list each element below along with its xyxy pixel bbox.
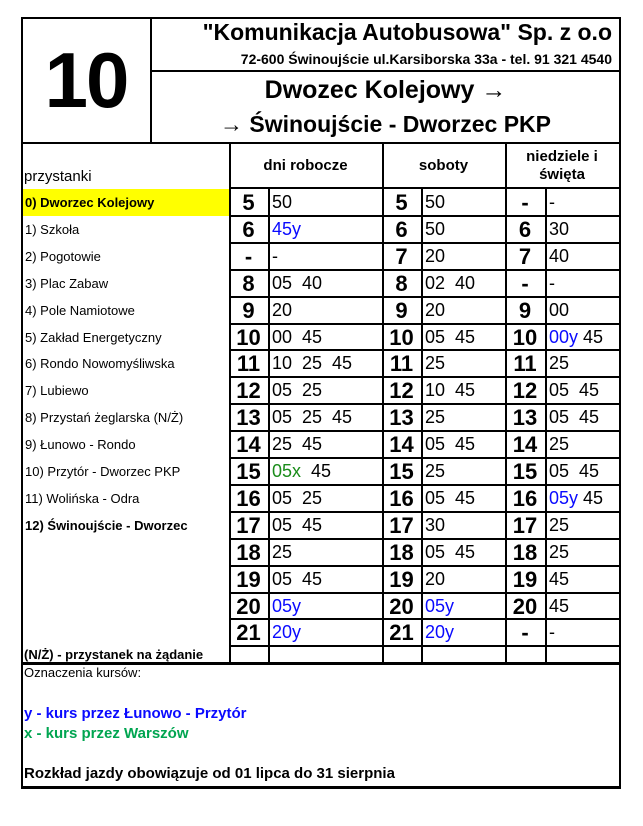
departure-minutes: 05 45 [272, 568, 323, 589]
departure-minutes: 10 25 45 [272, 353, 353, 374]
border-line [229, 618, 620, 620]
weekdays-hour: 11 [236, 351, 261, 377]
departure-minutes: 45 [549, 568, 570, 589]
departure-minutes: 20 [425, 299, 446, 320]
weekdays-minutes [268, 512, 382, 539]
saturdays-column-header: soboty [418, 157, 469, 174]
border-line [21, 662, 621, 665]
border-line [150, 17, 152, 144]
sundays-minutes [545, 350, 619, 377]
departure-minutes: 45y [272, 218, 302, 239]
saturdays-minutes [421, 458, 505, 485]
saturdays-hour: 8 [395, 270, 408, 296]
border-line [150, 70, 620, 72]
saturdays-hour: 9 [395, 297, 408, 323]
weekdays-minutes [268, 431, 382, 458]
saturdays-minutes [421, 189, 505, 216]
weekdays-hour: 17 [236, 512, 261, 538]
stops-column-header: przystanki [24, 168, 92, 185]
border-line [21, 17, 23, 788]
departure-minutes: 05y [425, 595, 455, 616]
saturdays-hour: 10 [389, 324, 414, 350]
departure-minutes: 05 25 [272, 487, 323, 508]
sundays-hour: 6 [518, 216, 532, 242]
stop-item: 1) Szkoła [25, 221, 80, 237]
saturdays-hour: 11 [389, 351, 414, 377]
saturdays-minutes [421, 619, 505, 646]
sundays-minutes [545, 270, 619, 297]
saturdays-hour: 7 [395, 243, 408, 269]
weekdays-hour: 19 [236, 566, 261, 592]
sundays-hour: 13 [512, 405, 538, 431]
departure-minutes: 30 [425, 514, 446, 535]
departure-minutes: - [272, 245, 278, 266]
departure-minutes: 05 45 [549, 380, 600, 401]
sundays-hour: 12 [512, 378, 538, 404]
departure-minutes: 25 [425, 407, 446, 428]
departure-minutes: 20 [425, 245, 446, 266]
saturdays-minutes [421, 539, 505, 566]
border-line [21, 17, 621, 19]
departure-minutes: 25 [549, 434, 570, 455]
saturdays-hour: 17 [389, 512, 414, 538]
saturdays-minutes [421, 270, 505, 297]
weekdays-minutes [268, 619, 382, 646]
departure-minutes: 05 45 [425, 326, 476, 347]
stop-item: 5) Zakład Energetyczny [25, 329, 162, 345]
saturdays-hour: 19 [389, 566, 414, 592]
departure-minutes: 05 45 [549, 407, 600, 428]
company-address: 72-600 Świnoujście ul.Karsiborska 33a - tel. 91 321 4540 [240, 51, 612, 67]
saturdays-minutes [421, 377, 505, 404]
sundays-minutes [545, 189, 619, 216]
departure-minutes: 20 [272, 299, 293, 320]
border-line [229, 511, 620, 513]
sundays-hour: 9 [518, 297, 532, 323]
sundays-hour: 20 [512, 593, 538, 619]
saturdays-minutes [421, 431, 505, 458]
weekdays-hour: 12 [236, 378, 261, 404]
weekdays-hour: 15 [236, 459, 261, 484]
saturdays-minutes [421, 512, 505, 539]
weekdays-minutes [268, 458, 382, 485]
saturdays-hour: 16 [389, 485, 414, 511]
weekdays-hour: 9 [242, 297, 255, 323]
border-line [229, 430, 620, 432]
sundays-hour: 17 [512, 512, 538, 538]
departure-minutes: 20y [425, 622, 455, 643]
weekdays-minutes [268, 404, 382, 431]
departure-minutes: 40 [549, 245, 570, 266]
departure-minutes: 50 [272, 192, 293, 212]
stop-item: 0) Dworzec Kolejowy [23, 189, 229, 216]
border-line [21, 142, 621, 144]
saturdays-minutes [421, 243, 505, 270]
departure-minutes: 05 40 [272, 272, 323, 293]
departure-minutes: 05 45 [272, 514, 323, 535]
weekdays-hour: 8 [242, 270, 255, 296]
stop-item: 2) Pogotowie [25, 248, 101, 264]
weekdays-hour: 14 [236, 432, 261, 458]
saturdays-hour: 15 [389, 459, 414, 484]
departure-minutes: 05 25 45 [272, 407, 353, 428]
departure-minutes: 45 [578, 326, 604, 347]
departure-minutes: 45 [578, 487, 604, 508]
saturdays-hour: 5 [395, 190, 408, 215]
sundays-minutes [545, 619, 619, 646]
company-name: "Komunikacja Autobusowa" Sp. z o.o [202, 19, 612, 45]
departure-minutes: 50 [425, 218, 446, 239]
saturdays-minutes [421, 485, 505, 512]
weekdays-hour: 16 [236, 485, 261, 511]
saturdays-hour: 14 [389, 432, 414, 458]
saturdays-minutes [421, 566, 505, 593]
departure-minutes: 45 [549, 595, 570, 616]
weekdays-hour: 10 [236, 324, 261, 350]
saturdays-hour: 21 [389, 620, 414, 646]
weekdays-minutes [268, 485, 382, 512]
departure-minutes: 05 45 [425, 541, 476, 562]
stop-item: 10) Przytór - Dworzec PKP [25, 464, 181, 479]
weekdays-minutes [268, 566, 382, 593]
departure-minutes: 20y [272, 622, 302, 643]
stop-item: 12) Świnoujście - Dworzec [25, 517, 188, 533]
saturdays-minutes [421, 216, 505, 243]
saturdays-hour: 20 [389, 593, 414, 619]
sundays-minutes [545, 324, 619, 351]
weekdays-minutes [268, 189, 382, 216]
weekdays-minutes [268, 324, 382, 351]
weekdays-minutes [268, 243, 382, 270]
border-line [229, 592, 620, 594]
sundays-hour: 11 [513, 351, 537, 377]
sundays-minutes [545, 485, 619, 512]
border-line [229, 538, 620, 540]
border-line [229, 484, 620, 486]
weekdays-minutes [268, 216, 382, 243]
legend-y-route: y - kurs przez Łunowo - Przytór [24, 705, 247, 722]
weekdays-hour: - [244, 243, 253, 269]
border-line [229, 457, 620, 459]
border-line [229, 565, 620, 567]
departure-minutes: 05 45 [425, 487, 476, 508]
departure-minutes: 25 [425, 461, 446, 481]
weekdays-hour: 6 [242, 216, 255, 242]
weekdays-hour: 21 [236, 620, 261, 646]
departure-minutes: 25 [272, 541, 293, 562]
sundays-hour: - [521, 270, 529, 296]
sundays-minutes [545, 297, 619, 324]
departure-minutes: 45 [301, 461, 332, 481]
sundays-hour: 16 [512, 485, 538, 511]
saturdays-minutes [421, 324, 505, 351]
border-line [229, 269, 620, 271]
sundays-hour: 7 [518, 243, 532, 269]
weekdays-hour: 5 [242, 190, 255, 215]
sundays-minutes [545, 404, 619, 431]
saturdays-hour: 18 [389, 539, 414, 565]
departure-minutes: 05y [272, 595, 302, 616]
border-line [229, 296, 620, 298]
border-line [229, 187, 620, 189]
weekdays-hour: 20 [236, 593, 261, 619]
sundays-minutes [545, 216, 619, 243]
weekdays-minutes [268, 297, 382, 324]
border-line [229, 323, 620, 325]
sundays-minutes [545, 539, 619, 566]
departure-minutes: 05x [272, 461, 302, 481]
stop-item: 6) Rondo Nowomyśliwska [25, 356, 175, 372]
border-line [229, 403, 620, 405]
sundays-minutes [545, 566, 619, 593]
sundays-column-header: niedziele i święta [526, 148, 598, 183]
stop-item: 7) Lubiewo [25, 383, 89, 399]
sundays-hour: 14 [512, 432, 538, 458]
departure-minutes: 02 40 [425, 272, 476, 293]
departure-minutes: 50 [425, 192, 446, 212]
departure-minutes: 00 45 [272, 326, 323, 347]
departure-minutes: 05 45 [549, 461, 600, 481]
route-number: 10 [44, 36, 128, 124]
weekdays-hour: 13 [236, 405, 261, 431]
stop-item: 3) Plac Zabaw [25, 275, 109, 291]
departure-minutes: 30 [549, 218, 570, 239]
sundays-hour: 18 [512, 539, 538, 565]
departure-minutes: 00 [549, 299, 570, 320]
weekdays-minutes [268, 593, 382, 620]
sundays-minutes [545, 593, 619, 620]
legend-title: Oznaczenia kursów: [24, 665, 142, 680]
departure-minutes: 25 [549, 353, 570, 374]
border-line [229, 376, 620, 378]
sundays-hour: - [521, 620, 529, 646]
border-line [229, 242, 620, 244]
border-line [21, 786, 621, 789]
weekdays-minutes [268, 377, 382, 404]
sundays-minutes [545, 512, 619, 539]
weekdays-minutes [268, 539, 382, 566]
departure-minutes: 05y [549, 487, 579, 508]
legend-x-route: x - kurs przez Warszów [24, 725, 189, 742]
border-line [229, 645, 620, 647]
saturdays-minutes [421, 593, 505, 620]
weekdays-minutes [268, 270, 382, 297]
departure-minutes: 20 [425, 568, 446, 589]
sundays-hour: 15 [512, 459, 538, 484]
saturdays-hour: 12 [389, 378, 414, 404]
stop-item: 9) Łunowo - Rondo [25, 437, 136, 453]
sundays-minutes [545, 377, 619, 404]
departure-minutes: - [549, 192, 555, 212]
departure-minutes: 25 [549, 514, 570, 535]
departure-minutes: 05 25 [272, 380, 323, 401]
sundays-minutes [545, 431, 619, 458]
saturdays-hour: 13 [389, 405, 414, 431]
departure-minutes: 25 [549, 541, 570, 562]
departure-minutes: 05 45 [425, 434, 476, 455]
sundays-hour: 19 [512, 566, 538, 592]
direction-from: Dwozec Kolejowy → [264, 76, 507, 104]
stop-item: 11) Wolińska - Odra [25, 490, 140, 506]
departure-minutes: 25 45 [272, 434, 323, 455]
validity-period: Rozkład jazdy obowiązuje od 01 lipca do 31 sierpnia [24, 765, 395, 782]
request-stop-note: (N/Ż) - przystanek na żądanie [24, 647, 204, 662]
departure-minutes: 25 [425, 353, 446, 374]
departure-minutes: 10 45 [425, 380, 476, 401]
saturdays-minutes [421, 350, 505, 377]
border-line [229, 349, 620, 351]
weekdays-column-header: dni robocze [263, 157, 348, 174]
weekdays-minutes [268, 350, 382, 377]
saturdays-hour: 6 [395, 216, 408, 242]
border-line [229, 215, 620, 217]
direction-to: → Świnoujście - Dworzec PKP [219, 111, 552, 137]
stop-item: 8) Przystań żeglarska (N/Ż) [25, 410, 184, 426]
weekdays-hour: 18 [236, 539, 261, 565]
sundays-minutes [545, 243, 619, 270]
sundays-minutes [545, 458, 619, 485]
departure-minutes: - [549, 272, 555, 293]
stop-item: 4) Pole Namiotowe [25, 302, 135, 318]
departure-minutes: - [549, 622, 555, 643]
sundays-hour: - [521, 190, 529, 215]
saturdays-minutes [421, 404, 505, 431]
sundays-hour: 10 [512, 324, 538, 350]
departure-minutes: 00y [549, 326, 579, 347]
saturdays-minutes [421, 297, 505, 324]
